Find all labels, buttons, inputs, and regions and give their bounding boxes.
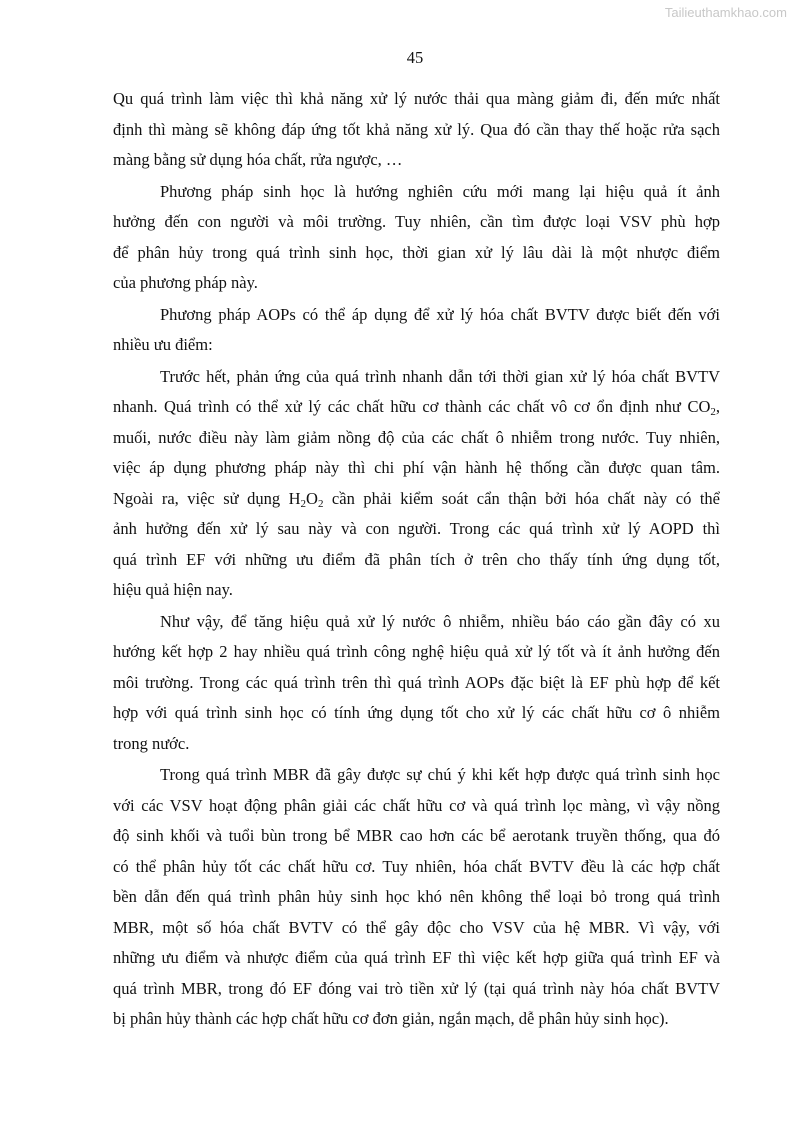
text-line: hiệu quả hiện nay. [113, 580, 233, 599]
text-line: độ sinh khối và tuổi bùn trong bể MBR cao hơn các bể aerotank truyền thống, qua đó [113, 826, 720, 845]
text-line: Trước hết, phản ứng của quá trình nhanh dẫn tới thời gian xử lý hóa chất BVTV [160, 366, 720, 386]
page-number: 45 [406, 48, 424, 67]
text-line: trong nước. [113, 733, 190, 753]
text-line: với các VSV hoạt động phân giải các chất hữu cơ và quá trình lọc màng, vì vậy nồng [113, 795, 720, 815]
text-line: hưởng đến con người và môi trường. Tuy nhiên, cần tìm được loại VSV phù hợp [113, 212, 720, 231]
text-line: muối, nước điều này làm giảm nồng độ của các chất ô nhiễm trong nước. Tuy nhiên, [113, 427, 720, 447]
text-line: Như vậy, để tăng hiệu quả xử lý nước ô nhiễm, nhiều báo cáo gần đây có xu [160, 611, 720, 631]
text-line [113, 392, 720, 423]
paragraph [113, 300, 720, 361]
text-line: màng bằng sử dụng hóa chất, rửa ngược, … [113, 150, 403, 169]
watermark: Tailieuthamkhao.com [664, 5, 787, 20]
text-line: hướng kết hợp 2 hay nhiều quá trình công nghệ hiệu quả xử lý tốt và ít ảnh hưởng đến [113, 642, 720, 661]
paragraph [113, 607, 720, 760]
paragraph [113, 362, 720, 606]
text-segment: , [715, 397, 720, 416]
text-line: MBR, một số hóa chất BVTV có thể gây độc cho VSV của hệ MBR. Vì vậy, với [113, 917, 720, 937]
text-line: để phân hủy trong quá trình sinh học, thời gian xử lý lâu dài là một nhược điểm [113, 242, 720, 262]
text-line: hợp với quá trình sinh học có tính ứng dụng tốt cho xử lý các chất hữu cơ ô nhiễm [113, 703, 720, 722]
text-segment: cần phải kiểm soát cẩn thận bởi hóa chất này có thể [323, 488, 720, 508]
text-line: những ưu điểm và nhược điểm của quá trình EF thì việc kết hợp giữa quá trình EF và [113, 948, 720, 967]
text-line: việc áp dụng phương pháp này thì chi phí vận hành hệ thống cần được quan tâm. [113, 458, 720, 477]
text-line: quá trình MBR, trong đó EF đóng vai trò tiền xử lý (tại quá trình này hóa chất BVTV [113, 978, 720, 998]
text-line: ảnh hưởng đến xử lý sau này và con người. Trong các quá trình xử lý AOPD thì [113, 519, 720, 538]
subscript: 2 [710, 406, 716, 418]
paragraph [113, 760, 720, 1035]
text-segment: O [306, 488, 318, 508]
paragraph [113, 177, 720, 299]
document-body [113, 84, 720, 1036]
text-line: Qu quá trình làm việc thì khả năng xử lý nước thải qua màng giảm đi, đến mức nhất [113, 89, 720, 108]
paragraph [113, 84, 720, 176]
text-line: Phương pháp sinh học là hướng nghiên cứu mới mang lại hiệu quả ít ảnh [160, 181, 720, 201]
text-line: định thì màng sẽ không đáp ứng tốt khả năng xử lý. Qua đó cần thay thế hoặc rửa sạch [113, 119, 720, 139]
text-line: quá trình EF với những ưu điểm đã phân tích ở trên cho thấy tính ứng dụng tốt, [113, 549, 720, 569]
text-line: có thể phân hủy tốt các chất hữu cơ. Tuy nhiên, hóa chất BVTV đều là các hợp chất [113, 856, 720, 876]
text-line: môi trường. Trong các quá trình trên thì quá trình AOPs đặc biệt là EF phù hợp để kết [113, 672, 720, 692]
text-segment: Ngoài ra, việc sử dụng H [113, 488, 301, 508]
text-line: Trong quá trình MBR đã gây được sự chú ý khi kết hợp được quá trình sinh học [160, 765, 720, 784]
subscript: 2 [300, 497, 307, 510]
text-line: bị phân hủy thành các hợp chất hữu cơ đơn giản, ngắn mạch, dễ phân hủy sinh học). [113, 1009, 669, 1028]
text-line: Phương pháp AOPs có thể áp dụng để xử lý hóa chất BVTV được biết đến với [160, 304, 720, 324]
text-line: nhiều ưu điểm: [113, 335, 213, 354]
text-line: bền dẫn đến quá trình phân hủy sinh học khó nên không thể loại bỏ trong quá trình [113, 887, 720, 906]
text-line: của phương pháp này. [113, 273, 258, 292]
text-segment: nhanh. Quá trình có thể xử lý các chất hữu cơ thành các chất vô cơ ổn định như CO [113, 397, 711, 416]
subscript: 2 [317, 497, 324, 510]
text-line [113, 484, 720, 515]
